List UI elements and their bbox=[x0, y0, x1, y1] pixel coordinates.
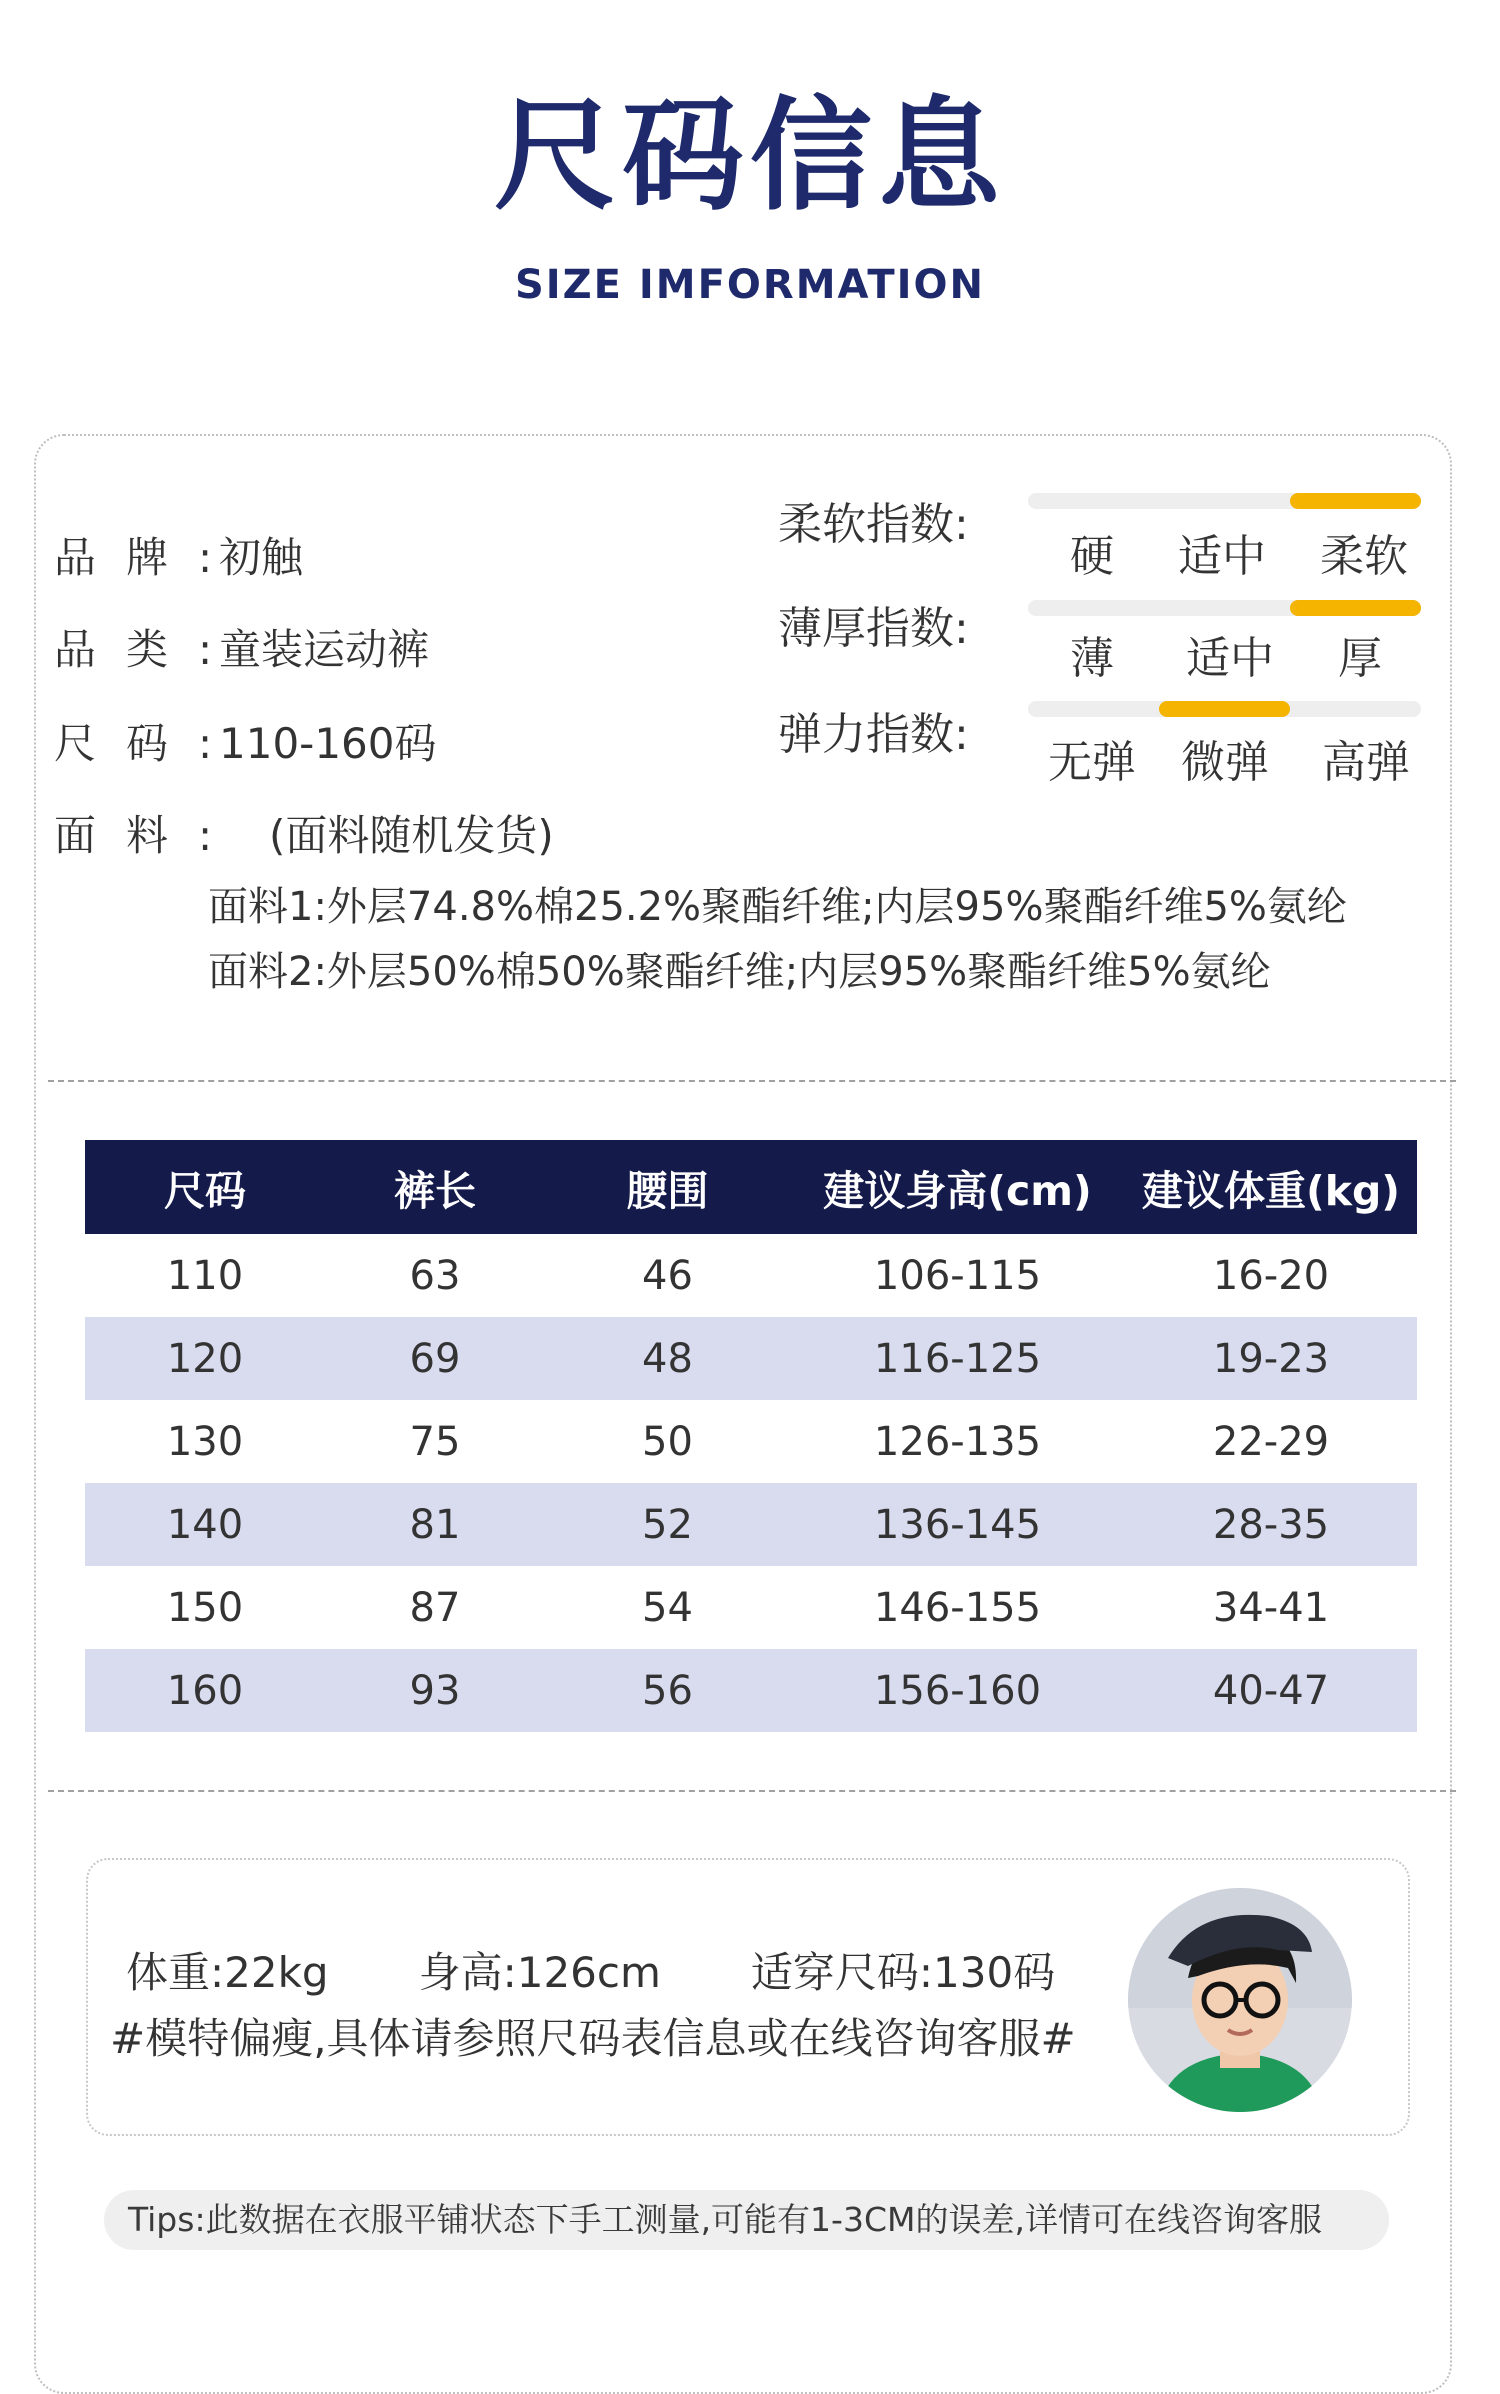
cell-weight: 16-20 bbox=[1212, 1252, 1330, 1299]
cell-height: 146-155 bbox=[873, 1584, 1042, 1631]
table-row bbox=[85, 1483, 1417, 1566]
brand-row bbox=[54, 525, 303, 585]
cell-weight: 28-35 bbox=[1212, 1501, 1330, 1548]
thickness-option-thin: 薄 bbox=[1070, 633, 1114, 684]
elasticity-option-slight: 微弹 bbox=[1181, 737, 1269, 788]
fabric-label: 面料: bbox=[54, 811, 243, 860]
elasticity-option-none: 无弹 bbox=[1048, 737, 1136, 788]
softness-index-label: 柔软指数: bbox=[778, 499, 969, 550]
thickness-scale-track bbox=[1028, 600, 1421, 616]
brand-label: 品牌: bbox=[54, 533, 243, 582]
softness-option-medium: 适中 bbox=[1178, 531, 1266, 582]
size-range-label: 尺码: bbox=[54, 719, 243, 768]
page-title: 尺码信息 bbox=[494, 85, 1006, 227]
softness-scale-track bbox=[1028, 493, 1421, 509]
elasticity-option-high: 高弹 bbox=[1322, 737, 1410, 788]
category-row bbox=[54, 617, 429, 677]
model-stats bbox=[126, 1940, 1145, 2000]
cell-weight: 19-23 bbox=[1212, 1335, 1330, 1382]
thickness-index-label: 薄厚指数: bbox=[778, 603, 969, 654]
fabric-line-2: 面料2:外层50%棉50%聚酯纤维;内层95%聚酯纤维5%氨纶 bbox=[208, 949, 1271, 995]
tips-bar: Tips:此数据在衣服平铺状态下手工测量,可能有1-3CM的误差,详情可在线咨询客服 bbox=[104, 2190, 1389, 2250]
thickness-option-medium: 适中 bbox=[1186, 633, 1274, 684]
model-avatar-illustration bbox=[1128, 1888, 1352, 2112]
cell-height: 116-125 bbox=[873, 1335, 1042, 1382]
table-header bbox=[85, 1140, 1417, 1234]
cell-waist: 48 bbox=[642, 1335, 693, 1382]
size-table bbox=[85, 1140, 1417, 1732]
cell-size: 160 bbox=[166, 1667, 244, 1714]
model-size: 适穿尺码:130码 bbox=[750, 1948, 1056, 1997]
cell-weight: 40-47 bbox=[1212, 1667, 1330, 1714]
cell-waist: 56 bbox=[642, 1667, 693, 1714]
cell-length: 69 bbox=[409, 1335, 461, 1382]
brand-value: 初触 bbox=[219, 533, 304, 582]
table-row bbox=[85, 1400, 1417, 1483]
cell-height: 156-160 bbox=[873, 1667, 1042, 1714]
elasticity-scale-track bbox=[1028, 701, 1421, 717]
table-row bbox=[85, 1566, 1417, 1649]
table-row bbox=[85, 1317, 1417, 1400]
cell-size: 150 bbox=[166, 1584, 244, 1631]
cell-weight: 34-41 bbox=[1212, 1584, 1330, 1631]
category-value: 童装运动裤 bbox=[219, 625, 430, 674]
col-header-waist: 腰围 bbox=[626, 1166, 709, 1215]
elasticity-index-label: 弹力指数: bbox=[778, 709, 969, 760]
section-divider-bottom bbox=[48, 1790, 1456, 1792]
table-row bbox=[85, 1234, 1417, 1317]
category-label: 品类: bbox=[54, 625, 243, 674]
cell-height: 136-145 bbox=[873, 1501, 1042, 1548]
cell-waist: 46 bbox=[642, 1252, 693, 1299]
cell-size: 140 bbox=[166, 1501, 244, 1548]
cell-length: 87 bbox=[409, 1584, 461, 1631]
fabric-line-1: 面料1:外层74.8%棉25.2%聚酯纤维;内层95%聚酯纤维5%氨纶 bbox=[208, 884, 1347, 930]
fabric-note: (面料随机发货) bbox=[269, 811, 554, 860]
model-weight: 体重:22kg bbox=[126, 1948, 329, 1997]
model-avatar bbox=[1128, 1888, 1352, 2112]
cell-height: 106-115 bbox=[873, 1252, 1042, 1299]
cell-length: 81 bbox=[409, 1501, 461, 1548]
page-subtitle: SIZE IMFORMATION bbox=[514, 262, 986, 308]
cell-length: 75 bbox=[409, 1418, 461, 1465]
cell-weight: 22-29 bbox=[1212, 1418, 1330, 1465]
softness-option-soft: 柔软 bbox=[1320, 531, 1408, 582]
model-height: 身高:126cm bbox=[418, 1948, 661, 1997]
size-range-value: 110-160码 bbox=[219, 719, 437, 768]
table-row bbox=[85, 1649, 1417, 1732]
col-header-length: 裤长 bbox=[394, 1166, 476, 1215]
col-header-weight: 建议体重(kg) bbox=[1141, 1166, 1401, 1215]
cell-length: 63 bbox=[409, 1252, 461, 1299]
section-divider-top bbox=[48, 1080, 1456, 1082]
cell-size: 130 bbox=[166, 1418, 244, 1465]
cell-waist: 50 bbox=[642, 1418, 693, 1465]
model-note: #模特偏瘦,具体请参照尺码表信息或在线咨询客服# bbox=[110, 2014, 1076, 2063]
col-header-size: 尺码 bbox=[164, 1166, 246, 1215]
softness-option-hard: 硬 bbox=[1070, 531, 1114, 582]
cell-size: 120 bbox=[166, 1335, 244, 1382]
cell-length: 93 bbox=[409, 1667, 461, 1714]
thickness-option-thick: 厚 bbox=[1338, 633, 1382, 684]
cell-waist: 54 bbox=[642, 1584, 693, 1631]
cell-size: 110 bbox=[166, 1252, 244, 1299]
thickness-scale-fill bbox=[1290, 600, 1421, 616]
fabric-row bbox=[54, 803, 554, 863]
cell-height: 126-135 bbox=[873, 1418, 1042, 1465]
softness-scale-fill bbox=[1290, 493, 1421, 509]
col-header-height: 建议身高(cm) bbox=[823, 1166, 1092, 1215]
cell-waist: 52 bbox=[642, 1501, 693, 1548]
size-range-row bbox=[54, 711, 437, 771]
elasticity-scale-fill bbox=[1159, 701, 1290, 717]
